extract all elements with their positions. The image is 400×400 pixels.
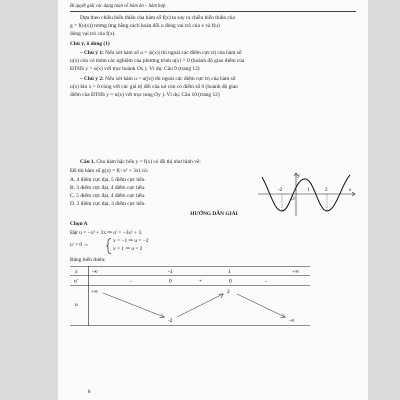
option-d: D. 3 điểm cực đại, 3 điểm cực tiểu. — [70, 201, 146, 207]
variation-table — [70, 266, 310, 326]
note-2-line-1 — [70, 76, 358, 83]
row-label-x: x — [75, 269, 78, 275]
question-text: Cho hàm bậc bốn y = f(x) có đồ thị như hình vẽ: — [94, 159, 201, 165]
option-b: B. 3 điểm cực đại, 4 điểm cực tiểu. — [70, 185, 146, 191]
system-line-2: x = 1 ⇒ u = 2 — [113, 246, 143, 252]
u-value-1: +∞ — [91, 289, 98, 295]
question-subtext: Đồ thị hàm số g(x) = f(−x³ + 3x) có: — [70, 168, 149, 174]
table-title: Bảng biến thiên: — [70, 257, 106, 263]
origin-label: O — [291, 197, 295, 202]
derivative-eq: u' = 0 ⇔ — [70, 242, 89, 248]
graph-curve — [262, 175, 350, 211]
book-page — [58, 0, 368, 400]
sign-2: 0 — [169, 278, 172, 285]
arrow-down-2 — [237, 294, 285, 317]
note-title: Chú ý, ổ dòng (1) — [70, 41, 110, 47]
tick-label-2: 2 — [325, 188, 328, 193]
sign-3: + — [199, 278, 203, 285]
solution-choice: Chọn A — [70, 221, 88, 227]
sign-4: 0 — [229, 278, 232, 285]
note-2-line-3: điểm của ĐTHS y = u(x) với trục tung Oy ). Ví dụ: Câu 10 (trang 12) — [70, 92, 220, 98]
system-line-1: x = −1 ⇒ u = −2 — [113, 238, 149, 244]
running-header: Bí quyết giải các dạng toán về hàm ẩn – hàm hợp — [70, 3, 356, 12]
u-value-2: -2 — [168, 318, 173, 324]
intro-line-2: g = f(u(x)) tương ứng bằng cách hoán đổi u đóng vai trò của x và f(u) — [70, 23, 220, 29]
page-number: 8 — [88, 390, 91, 395]
question-line — [70, 159, 260, 166]
note-2-text: Nếu xét hàm u = u(|x|) thì ngoài các điểm cực trị của hàm số — [103, 76, 236, 82]
note-2-label: – Chú ý 2: — [80, 76, 104, 82]
note-2-line-2: u(x) khi x > 0 cùng với các giá trị đối của nó còn có điểm số 0 (hoành độ giao — [70, 84, 238, 90]
u-value-4: -∞ — [289, 318, 295, 324]
note-1-line-2: u(x) còn có thêm các nghiệm của phương trình u(x) = 0 (hoành độ giao điểm của — [70, 58, 245, 64]
intro-line-3: đóng vai trò của f(x). — [70, 31, 116, 37]
y-axis-label: y — [298, 174, 301, 179]
arrow-down-1 — [103, 293, 164, 317]
note-1-text: Nếu xét hàm số u = |u(x)| thì ngoài các điểm cực trị của hàm số — [103, 50, 242, 56]
x-value-4: +∞ — [292, 269, 299, 275]
sign-1: - — [130, 278, 132, 285]
tick-label-1: 1 — [307, 188, 310, 193]
x-value-2: -1 — [168, 269, 173, 275]
row-label-uprime: u' — [74, 278, 78, 285]
solution-title: HƯỚNG DẪN GIẢI — [190, 211, 238, 217]
option-c: C. 5 điểm cực đại, 4 điểm cực tiểu. — [70, 193, 146, 199]
question-label: Câu 1. — [80, 159, 95, 165]
x-value-1: -∞ — [92, 269, 98, 275]
row-label-u: u — [75, 302, 78, 308]
system-brace — [106, 238, 112, 254]
arrow-up — [177, 294, 223, 317]
sign-5: - — [265, 278, 267, 285]
note-1-line-3: ĐTHS y = u(x) với trục hoành Ox ). Ví dụ: Câu 9 (trang 12) — [70, 66, 200, 72]
x-axis-label: x — [349, 188, 352, 193]
solution-line-1: Đặt u = −x³ + 3x ⇒ u' = −3x² + 3. — [70, 230, 143, 236]
note-1-label: – Chú ý 1: — [80, 50, 104, 56]
tick-label-neg2: -2 — [278, 188, 283, 193]
option-a: A. 4 điểm cực đại, 5 điểm cực tiểu. — [70, 177, 146, 183]
intro-line-1: Dựa theo chiều biến thiên của hàm số f(x) ta suy ra chiều biến thiên của — [80, 15, 235, 21]
u-value-3: 2 — [227, 289, 230, 295]
x-value-3: 1 — [228, 269, 231, 275]
note-1-line-1 — [70, 50, 358, 57]
